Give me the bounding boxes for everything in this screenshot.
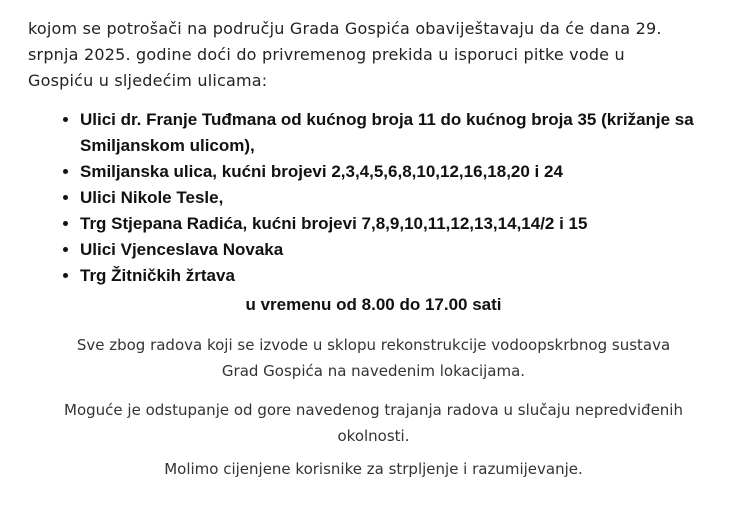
list-item: • Ulici Vjenceslava Novaka (80, 237, 747, 263)
intro-line-3: Gospiću u sljedećim ulicama: (28, 71, 268, 90)
reason-line-1: Sve zbog radova koji se izvode u sklopu rekonstrukcije vodoopskrbnog sustava (76, 336, 671, 354)
list-item: • Trg Stjepana Radića, kućni brojevi 7,8,9,10,11,12,13,14,14/2 i 15 (80, 211, 747, 237)
closing-paragraph: Molimo cijenjene korisnike za strpljenje i razumijevanje. (164, 460, 583, 478)
intro-line-1: kojom se potrošači na području Grada Gospića obaviještavaju da će dana 29. (28, 19, 662, 38)
reason-paragraph (20, 332, 727, 384)
time-note: u vremenu od 8.00 do 17.00 sati (245, 295, 502, 314)
deviation-line-2: okolnosti. (337, 427, 410, 445)
list-item: • Ulici Nikole Tesle, (80, 185, 747, 211)
deviation-paragraph (20, 397, 727, 449)
intro-line-2: srpnja 2025. godine doći do privremenog prekida u isporuci pitke vode u (28, 45, 625, 64)
intro-paragraph (28, 16, 720, 94)
street-list (52, 107, 747, 289)
reason-line-2: Grad Gospića na navedenim lokacijama. (221, 362, 526, 380)
list-item: • Trg Žitničkih žrtava (80, 263, 747, 289)
deviation-line-1: Moguće je odstupanje od gore navedenog trajanja radova u slučaju nepredviđenih (64, 401, 683, 419)
list-item: • Ulici dr. Franje Tuđmana od kućnog broja 11 do kućnog broja 35 (križanje sa Smiljanskom ulicom), (80, 107, 747, 159)
list-item: • Smiljanska ulica, kućni brojevi 2,3,4,5,6,8,10,12,16,18,20 i 24 (80, 159, 747, 185)
